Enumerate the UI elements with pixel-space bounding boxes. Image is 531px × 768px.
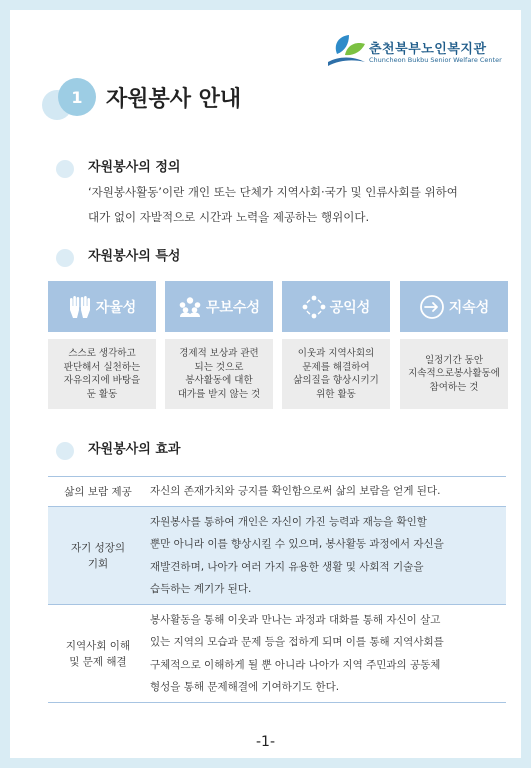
page-title: 자원봉사 안내	[106, 87, 242, 112]
section-heading-text: 자원봉사의 정의	[88, 160, 181, 175]
card-header	[48, 281, 156, 332]
effect-value	[148, 477, 506, 507]
logo-korean-name: 춘천북부노인복지관	[369, 42, 487, 57]
bullet-circle-icon	[56, 442, 74, 460]
effect-key: 지역사회 이해 및 문제 해결	[65, 639, 131, 668]
card-unpaid	[165, 281, 273, 409]
effect-key: 자기 성장의 기회	[70, 541, 126, 570]
table-row	[48, 507, 506, 605]
card-label: 자율성	[95, 299, 137, 316]
card-header	[400, 281, 508, 332]
effect-line: 봉사활동을 통해 이웃과 만나는 과정과 대화를 통해 자신이 살고	[150, 613, 441, 626]
section-heading-text: 자원봉사의 특성	[88, 249, 181, 264]
card-description: 이웃과 지역사회의 문제를 해결하여 삶의질을 향상시키기 위한 활동	[282, 339, 390, 409]
effect-key: 삶의 보람 제공	[64, 485, 132, 498]
card-description: 일정기간 동안 지속적으로봉사활동에 참여하는 것	[400, 339, 508, 409]
effect-line: 있는 지역의 모습과 문제 등을 접하게 되며 이를 통해 지역사회를	[150, 636, 444, 648]
table-row	[48, 605, 506, 703]
definition-line: 대가 없이 자발적으로 시간과 노력을 제공하는 행위이다.	[88, 210, 370, 224]
table-row	[48, 477, 506, 507]
card-label: 지속성	[448, 299, 490, 316]
leaf-logo-icon	[325, 32, 367, 72]
effect-line: 자신의 존재가치와 긍지를 확인함으로써 삶의 보람을 얻게 된다.	[150, 485, 441, 498]
effect-line: 습득하는 계기가 된다.	[150, 583, 252, 595]
definition-text	[88, 180, 508, 230]
welfare-center-logo	[325, 32, 510, 72]
card-voluntariness	[48, 281, 156, 409]
effect-line: 자원봉사를 통하여 개인은 자신이 가진 능력과 재능을 확인할	[150, 515, 427, 528]
raised-hands-icon	[68, 295, 92, 319]
effect-value	[148, 605, 506, 703]
card-header	[165, 281, 273, 332]
characteristics-cards	[48, 281, 509, 409]
bullet-circle-icon	[56, 249, 74, 267]
effect-line: 구체적으로 이해하게 될 뿐 아니라 나아가 지역 주민과의 공동체	[150, 658, 441, 671]
card-label: 공익성	[329, 299, 371, 316]
section-heading-text: 자원봉사의 효과	[88, 442, 181, 457]
definition-line: ‘자원봉사활동’이란 개인 또는 단체가 지역사회·국가 및 인류사회를 위하여	[88, 185, 458, 199]
people-group-icon	[178, 296, 202, 318]
people-circle-icon	[302, 295, 326, 319]
card-continuity	[400, 281, 508, 409]
page-number: -1-	[255, 734, 275, 750]
title-number: 1	[58, 78, 96, 116]
effect-line: 뿐만 아니라 이를 향상시킬 수 있으며, 봉사활동 과정에서 자신을	[150, 538, 444, 550]
effect-line: 재발견하며, 나아가 여러 가지 유용한 생활 및 사회적 기술을	[150, 560, 424, 573]
card-header	[282, 281, 390, 332]
effect-line: 형성을 통해 문제해결에 기여하기도 한다.	[150, 681, 340, 693]
card-public-interest	[282, 281, 390, 409]
effect-value	[148, 507, 506, 605]
logo-english-name: Chuncheon Bukbu Senior Welfare Center	[369, 56, 502, 64]
bullet-circle-icon	[56, 160, 74, 178]
page-title-block	[42, 76, 342, 120]
card-description: 스스로 생각하고 판단해서 실천하는 자유의지에 바탕을 둔 활동	[48, 339, 156, 409]
card-description: 경제적 보상과 관련 되는 것으로 봉사활동에 대한 대가를 받지 않는 것	[165, 339, 273, 409]
arrow-circle-icon	[419, 294, 445, 320]
card-label: 무보수성	[205, 299, 261, 316]
effects-table	[48, 476, 506, 703]
